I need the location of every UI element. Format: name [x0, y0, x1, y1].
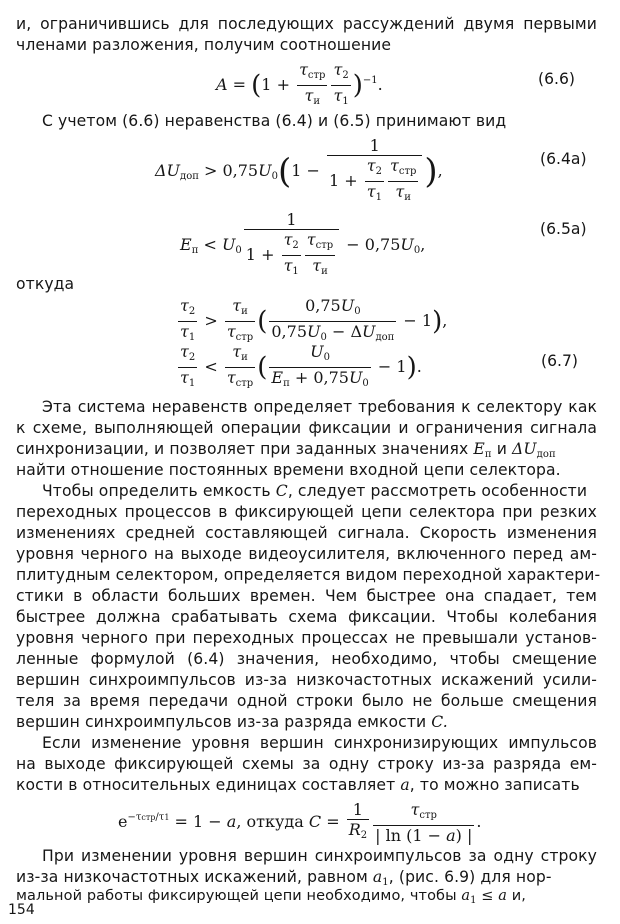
text-line: быстрее должна срабатывать схема фиксации. Чтобы колебания	[16, 608, 597, 626]
equation-6-5a: $E_п < U_0$ 1 1 + $\frac{\tau_2}{\tau_1}$ $\frac{\tau_{стр}}{\tau_и}$ − $0,75U_0$,	[180, 210, 426, 277]
equation-6-7-line2: $\frac{\tau_2}{\tau_1}$ < $\frac{\tau_и}{\tau_{стр}}$ ( $\frac{U_0}{E_п + 0,75U_0}$ − 1).	[180, 342, 422, 389]
text-line: кости в относительных единицах составляет a, то можно записать	[16, 776, 580, 794]
text-line: переходных процессов в фиксирующей цепи селектора при резких	[16, 503, 597, 521]
text-line: изменениях средней составляющей сигнала. Скорость изменения	[16, 524, 597, 542]
text-line: При изменении уровня вершин синхроимпульсов за одну строку	[42, 847, 597, 865]
text-line: стики в области больших времен. Чем быстрее она спадает, тем	[16, 587, 597, 605]
equation-6-6: A = (1 + $\frac{\tau_{стр}}{\tau_и}$ $\frac{\tau_2}{\tau_1}$ )$^{-1}$.	[216, 60, 383, 107]
text-line: вершин синхроимпульсов из-за разряда емкости C.	[16, 713, 448, 731]
text-line: уровня черного на выходе видеоусилителя, включенного перед ам-	[16, 545, 597, 563]
text-line: С учетом (6.6) неравенства (6.4) и (6.5) принимают вид	[42, 112, 507, 130]
equation-6-7-line1: $\frac{\tau_2}{\tau_1}$ > $\frac{\tau_и}{\tau_{стр}}$ ( $\frac{0,75U_0}{0,75U_0 - \Delta U_{доп}}$ − 1),	[180, 296, 448, 343]
equation-6-4a: $\Delta U_{доп} > 0,75U_0(1$ − 1 1 + $\frac{\tau_2}{\tau_1}$ $\frac{\tau_{стр}}{\tau_и}$ ),	[155, 136, 443, 203]
text-line: и, ограничившись для последующих рассуждений двумя первыми	[16, 15, 597, 33]
text-line: синхронизации, и позволяет при заданных значениях $E_п$ и $\Delta U_{доп}$	[16, 440, 556, 460]
text-line: Если изменение уровня вершин синхронизирующих импульсов	[42, 734, 597, 752]
text-line: из-за низкочастотных искажений, равном $a_1$, (рис. 6.9) для нор-	[16, 868, 552, 888]
page-number: 154	[8, 902, 35, 918]
text-line: откуда	[16, 275, 75, 293]
text-line: плитудным селектором, определяется видом переходной характери-	[16, 566, 601, 584]
text-line: Чтобы определить емкость C, следует рассмотреть особенности	[42, 482, 588, 500]
text-line: теля за время передачи одной строки было не больше смещения	[16, 692, 597, 710]
text-line: найти отношение постоянных времени входной цепи селектора.	[16, 461, 561, 479]
equation-number: (6.4a)	[540, 150, 587, 168]
text-line: на выходе фиксирующей схемы за одну строку из-за разряда ем-	[16, 755, 597, 773]
text-line: к схеме, выполняющей операции фиксации и ограничения сигнала	[16, 419, 597, 437]
text-line: Эта система неравенств определяет требования к селектору как	[42, 398, 597, 416]
equation-number: (6.5a)	[540, 220, 587, 238]
text-line: вершин синхроимпульсов из-за низкочастотных искажений усили-	[16, 671, 597, 689]
equation-number: (6.6)	[538, 70, 575, 88]
text-line: уровня черного при переходных процессах не превышали установ-	[16, 629, 597, 647]
text-line: мальной работы фиксирующей цепи необходимо, чтобы $a_1 \le a$ и,	[16, 888, 526, 906]
equation-number: (6.7)	[541, 352, 578, 370]
equation-capacitance: $e^{-\tau стр/\tau 1} = 1 - a$, откуда C = $\frac{1}{R_2}$ $\frac{\tau_{стр}}{| \ln (1 - a) |}$ .	[118, 800, 482, 845]
text-line: членами разложения, получим соотношение	[16, 36, 392, 54]
text-line: ленные формулой (6.4) значения, необходимо, чтобы смещение	[16, 650, 597, 668]
